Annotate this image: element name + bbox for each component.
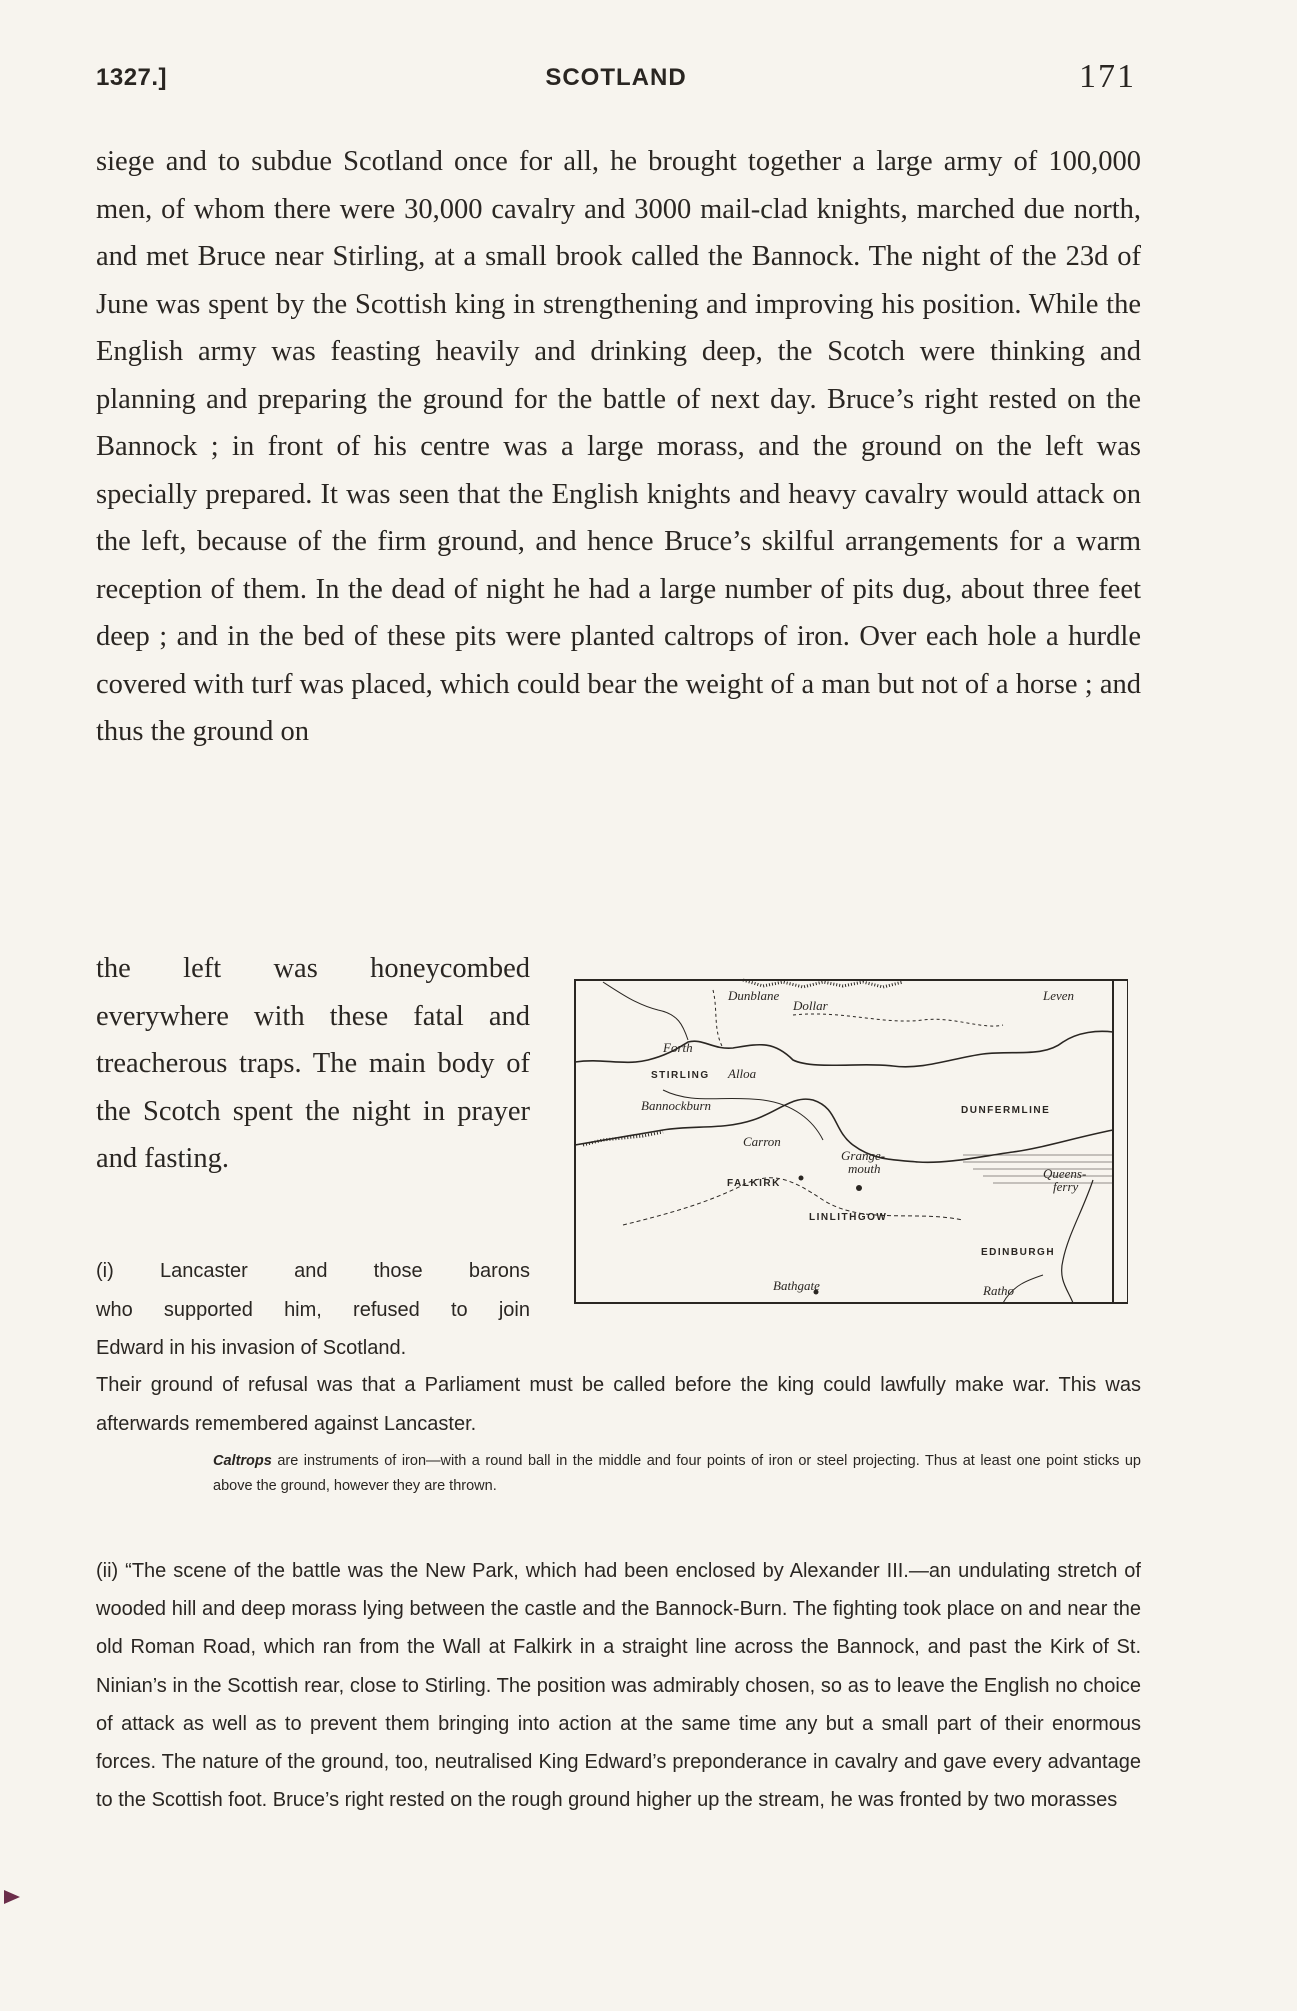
footnote-i-line: (i) Lancaster and those barons	[96, 1260, 530, 1282]
coast-edinburgh	[1062, 1180, 1093, 1303]
town-dot	[799, 1176, 804, 1181]
header-year: 1327.]	[96, 64, 168, 91]
header-title: SCOTLAND	[545, 64, 687, 91]
river-teith	[603, 982, 688, 1040]
battle-area-map	[563, 970, 1128, 1335]
footnote-ii: (ii) “The scene of the battle was the New Park, which had been enclosed by Alexander III.—an undulating stretch of wooded hill and deep morass lying between the castle and the Bannock-Burn. The fighting took place on and near the old Roman Road, which ran from the Wall at Falkirk in a straight line across the Bannock, and past the Kirk of St. Ninian’s in the Scottish rear, close to Stirling. The position was admirably chosen, so as to leave the English no choice of attack as well as to prevent them bringing into action at the same time any but a small part of their enormous forces. The nature of the ground, too, neutralised King Edward’s preponderance in cavalry and gave every advantage to the Scottish foot. Bruce’s right rested on the rough ground higher up the stream, he was fronted by two morasses	[96, 1560, 1141, 1812]
map-label-forth: Forth	[663, 1040, 693, 1055]
map-label-ratho: Ratho	[983, 1283, 1015, 1298]
road-dunblane	[713, 990, 723, 1048]
map-label-queens: Queens-	[1043, 1166, 1087, 1181]
map-label-leven: Leven	[1043, 988, 1075, 1003]
map-label-ferry: ferry	[1053, 1179, 1079, 1194]
forth-north-shore	[575, 1031, 1113, 1067]
running-head	[96, 58, 1136, 98]
map-label-stirling: STIRLING	[651, 1070, 710, 1081]
footnote-i-line: Edward in his invasion of Scotland.	[96, 1337, 407, 1359]
caltrops-note	[213, 1449, 1141, 1499]
footnote-i-start	[96, 1252, 530, 1368]
margin-arrow-icon	[2, 1886, 24, 1908]
footnote-i-continued: Their ground of refusal was that a Parliament must be called before the king could lawfully make war. This was afterwards remembered against Lancaster.	[96, 1374, 1141, 1435]
woodland-hatch	[583, 1132, 663, 1145]
map-label-mouth: mouth	[848, 1161, 881, 1176]
map-label-carron: Carron	[743, 1134, 781, 1149]
road-dollar	[793, 1014, 1003, 1026]
map-label-bathgate: Bathgate	[773, 1278, 820, 1293]
map-label-edinburgh: EDINBURGH	[981, 1247, 1056, 1258]
map-figure	[563, 970, 1128, 1335]
estuary-hatching	[963, 1155, 1113, 1183]
road-linlithgow	[623, 1178, 963, 1225]
footnote-i-line: who supported him, refused to join	[96, 1298, 530, 1321]
town-dot	[856, 1185, 862, 1191]
map-label-linlithgow: LINLITHGOW	[809, 1212, 888, 1223]
map-label-grange: Grange-	[841, 1148, 886, 1163]
page-number: 171	[1079, 58, 1136, 95]
side-paragraph: the left was honeycombed everywhere with these fatal and treacherous traps. The main body of the Scotch spent the night in prayer and fasting.	[96, 953, 530, 1174]
caltrops-term: Caltrops	[213, 1453, 272, 1469]
map-label-bannockburn: Bannockburn	[641, 1098, 712, 1113]
map-label-dollar: Dollar	[793, 998, 828, 1013]
map-label-dunfermline: DUNFERMLINE	[961, 1105, 1051, 1116]
hills-hatch	[743, 980, 903, 987]
map-label-alloa: Alloa	[728, 1066, 757, 1081]
main-paragraph: siege and to subdue Scotland once for all, he brought together a large army of 100,000 men, of whom there were 30,000 cavalry and 3000 mail-clad knights, marched due north, and met Bruce near Stirling, at a small brook called the Bannock. The night of the 23d of June was spent by the Scottish king in strengthening and improving his position. While the English army was feasting heavily and drinking deep, the Scotch were thinking and planning and preparing the ground for the battle of next day. Bruce’s right rested on the Bannock ; in front of his centre was a large morass, and the ground on the left was specially prepared. It was seen that the English knights and heavy cavalry would attack on the left, because of the firm ground, and hence Bruce’s skilful arrangements for a warm reception of them. In the dead of night he had a large number of pits dug, about three feet deep ; and in the bed of these pits were planted caltrops of iron. Over each hole a hurdle covered with turf was placed, which could bear the weight of a man but not of a horse ; and thus the ground on	[96, 146, 1141, 747]
caltrops-definition: are instruments of iron—with a round ball in the middle and four points of iron or steel projecting. Thus at least one point sticks up above the ground, however they are thrown.	[213, 1453, 1141, 1494]
map-label-falkirk: FALKIRK	[727, 1178, 781, 1189]
map-label-dunblane: Dunblane	[728, 988, 780, 1003]
